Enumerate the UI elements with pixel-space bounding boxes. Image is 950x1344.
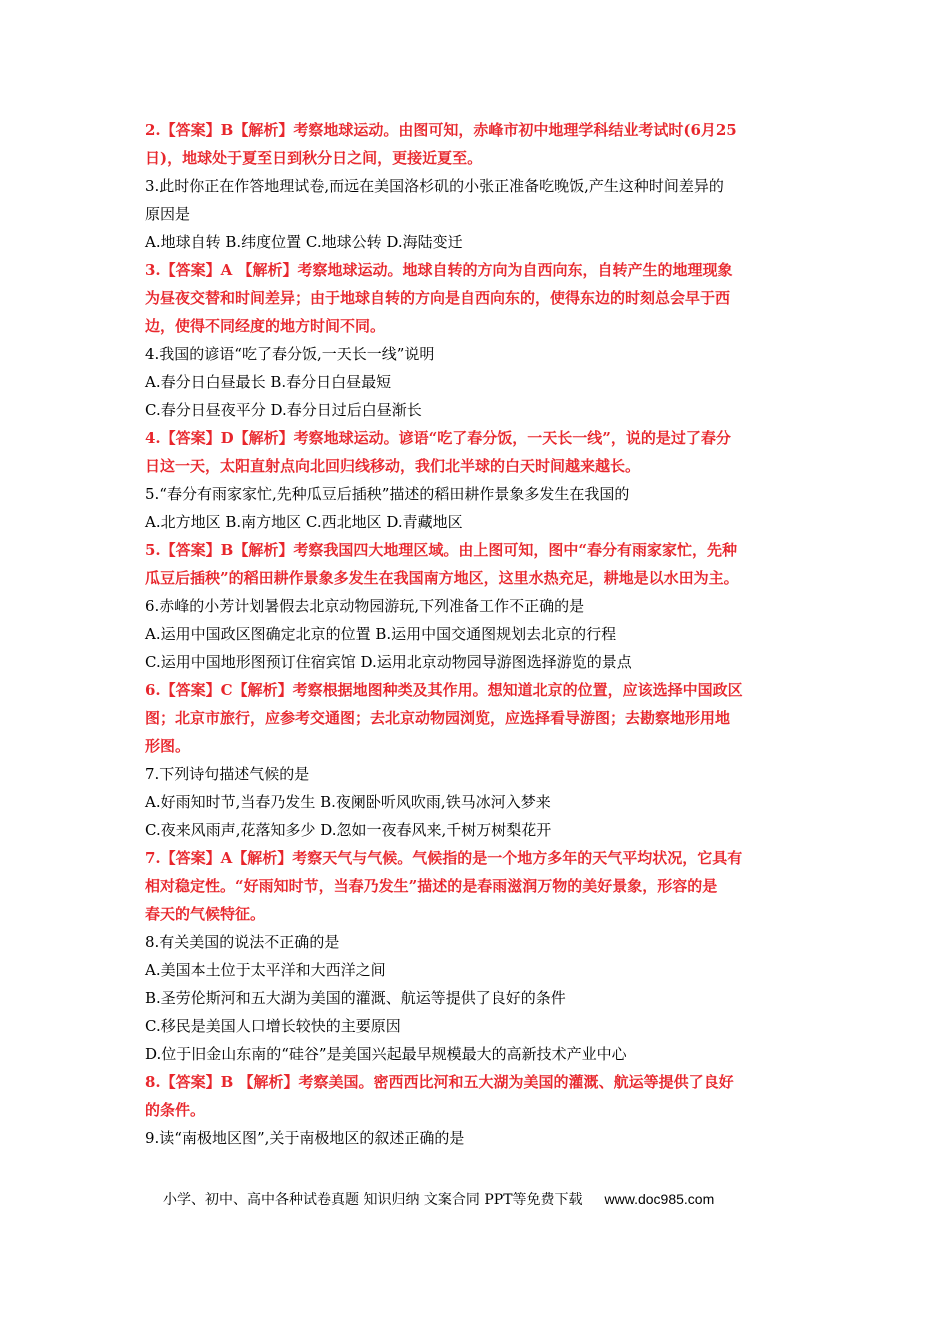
option-line: B.圣劳伦斯河和五大湖为美国的灌溉、航运等提供了良好的条件	[145, 989, 566, 1007]
document-body	[145, 116, 810, 1152]
option-line: A.春分日白昼最长 B.春分日白昼最短	[145, 373, 392, 391]
answer-line: 3.【答案】A 【解析】考察地球运动。地球自转的方向为自西向东，自转产生的地理现象	[145, 261, 733, 279]
answer-line: 瓜豆后插秧”的稻田耕作景象多发生在我国南方地区，这里水热充足，耕地是以水田为主。	[145, 569, 739, 587]
question-line: 9.读“南极地区图”,关于南极地区的叙述正确的是	[145, 1129, 465, 1147]
option-line: A.地球自转 B.纬度位置 C.地球公转 D.海陆变迁	[145, 233, 463, 251]
question-line: 7.下列诗句描述气候的是	[145, 765, 310, 783]
answer-line: 5.【答案】B【解析】考察我国四大地理区域。由上图可知，图中“春分有雨家家忙，先种	[145, 541, 737, 559]
page-footer	[163, 1189, 823, 1209]
question-line: 5.“春分有雨家家忙,先种瓜豆后插秧”描述的稻田耕作景象多发生在我国的	[145, 485, 630, 503]
answer-line: 日)，地球处于夏至日到秋分日之间，更接近夏至。	[145, 149, 483, 167]
answer-line: 7.【答案】A【解析】考察天气与气候。气候指的是一个地方多年的天气平均状况，它具有	[145, 849, 743, 867]
footer-site-link[interactable]: www.doc985.com	[604, 1191, 715, 1207]
option-line: C.移民是美国人口增长较快的主要原因	[145, 1017, 401, 1035]
option-line: A.美国本土位于太平洋和大西洋之间	[145, 961, 386, 979]
answer-line: 6.【答案】C【解析】考察根据地图种类及其作用。想知道北京的位置，应该选择中国政区	[145, 681, 743, 699]
answer-line: 的条件。	[145, 1101, 206, 1119]
answer-line: 2.【答案】B【解析】考察地球运动。由图可知，赤峰市初中地理学科结业考试时(6月25	[145, 121, 737, 139]
option-line: A.北方地区 B.南方地区 C.西北地区 D.青藏地区	[145, 513, 463, 531]
footer-text: 小学、初中、高中各种试卷真题 知识归纳 文案合同 PPT等免费下载	[163, 1192, 583, 1208]
question-line: 4.我国的谚语“吃了春分饭,一天长一线”说明	[145, 345, 435, 363]
question-line: 8.有关美国的说法不正确的是	[145, 933, 340, 951]
question-line: 原因是	[145, 205, 191, 223]
answer-line: 边，使得不同经度的地方时间不同。	[145, 317, 386, 335]
answer-line: 图；北京市旅行，应参考交通图；去北京动物园浏览，应选择看导游图；去勘察地形用地	[145, 709, 731, 727]
answer-line: 为昼夜交替和时间差异；由于地球自转的方向是自西向东的，使得东边的时刻总会早于西	[145, 289, 731, 307]
option-line: C.夜来风雨声,花落知多少 D.忽如一夜春风来,千树万树梨花开	[145, 821, 552, 839]
option-line: A.运用中国政区图确定北京的位置 B.运用中国交通图规划去北京的行程	[145, 625, 617, 643]
question-line: 3.此时你正在作答地理试卷,而远在美国洛杉矶的小张正准备吃晚饭,产生这种时间差异的	[145, 177, 724, 195]
option-line: C.运用中国地形图预订住宿宾馆 D.运用北京动物园导游图选择游览的景点	[145, 653, 632, 671]
answer-line: 8.【答案】B 【解析】考察美国。密西西比河和五大湖为美国的灌溉、航运等提供了良好	[145, 1073, 734, 1091]
answer-line: 形图。	[145, 737, 191, 755]
question-line: 6.赤峰的小芳计划暑假去北京动物园游玩,下列准备工作不正确的是	[145, 597, 585, 615]
option-line: C.春分日昼夜平分 D.春分日过后白昼渐长	[145, 401, 422, 419]
option-line: A.好雨知时节,当春乃发生 B.夜阑卧听风吹雨,铁马冰河入梦来	[145, 793, 551, 811]
answer-line: 相对稳定性。“好雨知时节，当春乃发生”描述的是春雨滋润万物的美好景象，形容的是	[145, 877, 718, 895]
answer-line: 春天的气候特征。	[145, 905, 266, 923]
answer-line: 4.【答案】D【解析】考察地球运动。谚语“吃了春分饭，一天长一线”，说的是过了春分	[145, 429, 731, 447]
option-line: D.位于旧金山东南的“硅谷”是美国兴起最早规模最大的高新技术产业中心	[145, 1045, 627, 1063]
answer-line: 日这一天，太阳直射点向北回归线移动，我们北半球的白天时间越来越长。	[145, 457, 641, 475]
